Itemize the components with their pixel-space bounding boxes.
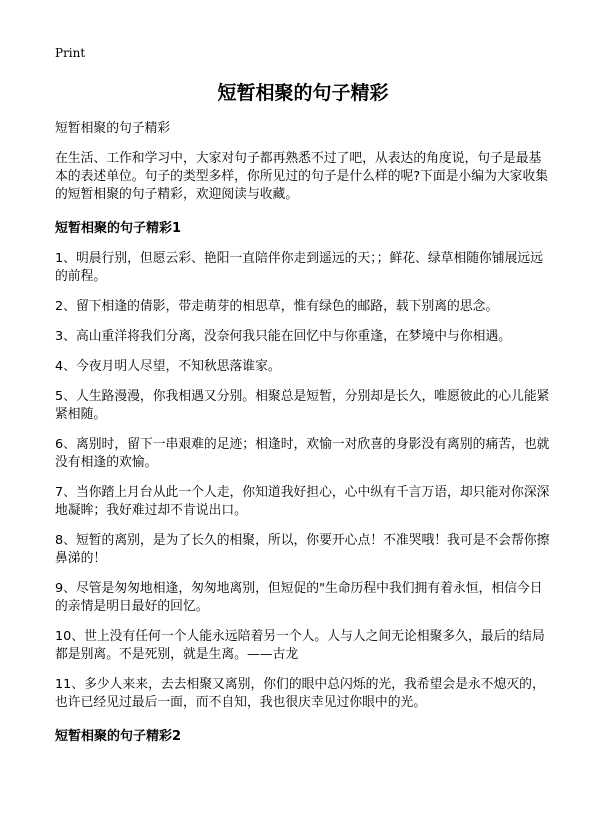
- document-page: [55, 0, 551, 828]
- document-subtitle: 短暂相聚的句子精彩: [55, 121, 171, 136]
- list-item: 8、短暂的离别，是为了长久的相聚，所以，你要开心点！不准哭哦！我可是不会帮你擦鼻涕的！: [55, 533, 550, 566]
- list-item: 2、留下相逢的倩影，带走萌芽的相思草，惟有绿色的邮路，载下别离的思念。: [55, 299, 499, 314]
- list-item: 1、明晨行别，但愿云彩、艳阳一直陪伴你走到遥远的天；；鲜花、绿草相随你铺展远远的前程。: [55, 251, 544, 284]
- list-item: 3、高山重洋将我们分离，没奈何我只能在回忆中与你重逢，在梦境中与你相遇。: [55, 329, 512, 344]
- page-title: 短暂相聚的句子精彩: [217, 82, 389, 104]
- list-item: 7、当你踏上月台从此一个人走，你知道我好担心，心中纵有千言万语，却只能对你深深地凝眸；我好难过却不肯说出口。: [55, 485, 550, 518]
- list-item: 5、人生路漫漫，你我相遇又分别。相聚总是短暂，分别却是长久，唯愿彼此的心儿能紧紧相随。: [55, 389, 550, 422]
- document-body: [55, 120, 551, 758]
- intro-paragraph: 在生活、工作和学习中，大家对句子都再熟悉不过了吧，从表达的角度说，句子是最基本的表述单位。句子的类型多样，你所见过的句子是什么样的呢?下面是小编为大家收集的短暂相聚的句子精彩，欢迎阅读与收藏。: [55, 151, 549, 202]
- list-item: 4、今夜月明人尽望，不知秋思落谁家。: [55, 359, 281, 374]
- section-heading-1: 短暂相聚的句子精彩1: [55, 221, 182, 236]
- print-link[interactable]: Print: [55, 46, 86, 60]
- list-item: 9、尽管是匆匆地相逢，匆匆地离别，但短促的"生命历程中我们拥有着永恒，相信今日的亲情是明日最好的回忆。: [55, 581, 543, 614]
- list-item: 11、多少人来来，去去相聚又离别，你们的眼中总闪烁的光，我希望会是永不熄灭的，也许已经见过最后一面，而不自知，我也很庆幸见过你眼中的光。: [55, 677, 545, 710]
- list-item: 6、离别时，留下一串艰难的足迹；相逢时，欢愉一对欣喜的身影没有离别的痛苦，也就没有相逢的欢愉。: [55, 437, 550, 470]
- section-heading-2: 短暂相聚的句子精彩2: [55, 729, 182, 744]
- list-item: 10、世上没有任何一个人能永远陪着另一个人。人与人之间无论相聚多久，最后的结局都是别离。不是死别，就是生离。——古龙: [55, 629, 545, 662]
